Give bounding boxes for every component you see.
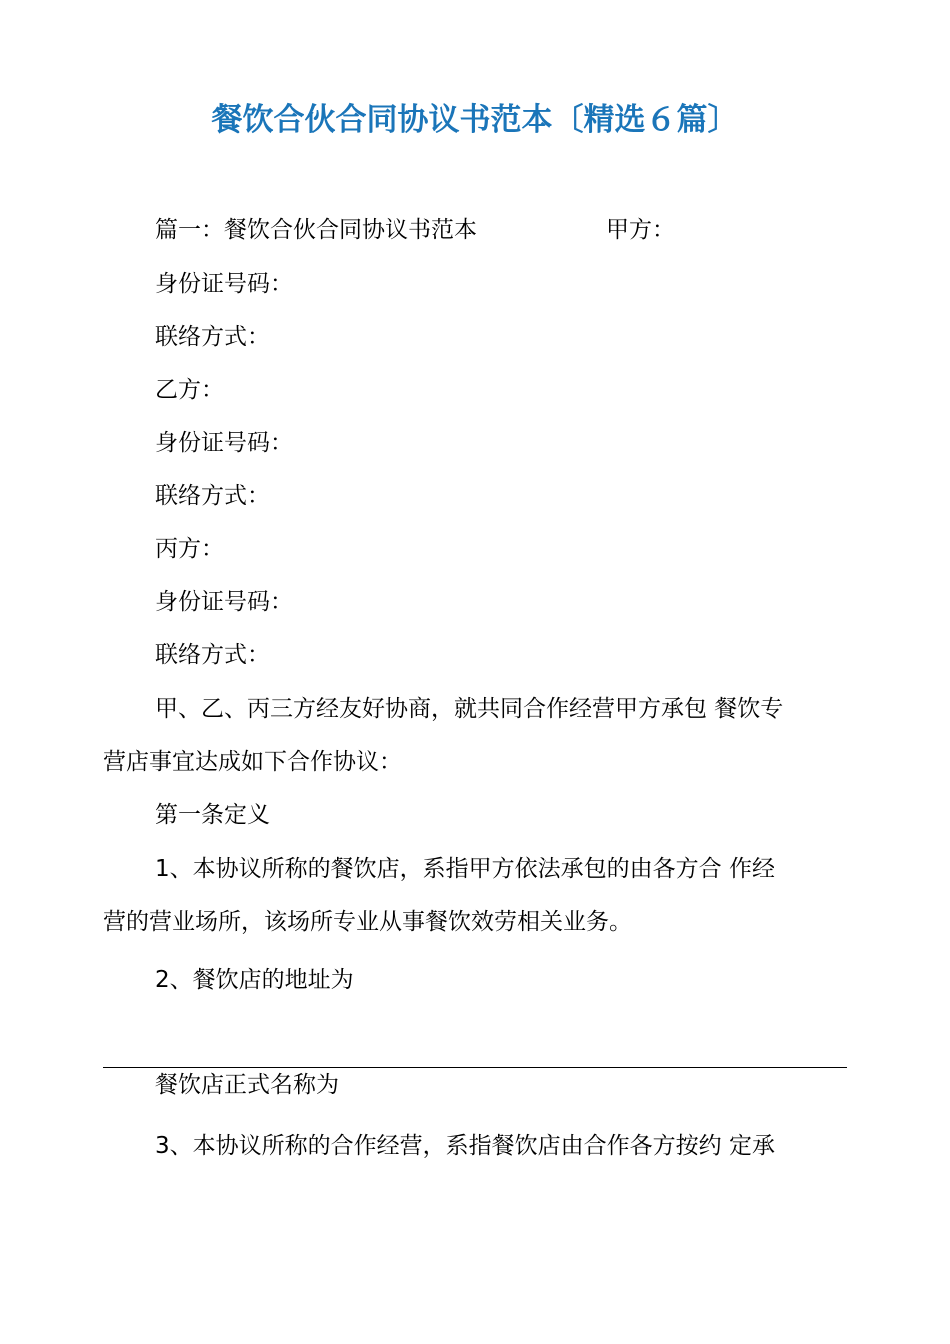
fill-in-underline [103, 1067, 847, 1068]
clause-1-line: 1、本协议所称的餐饮店，系指甲方依法承包的由各方合 作经 [155, 856, 775, 882]
section-heading: 篇一：餐饮合伙合同协议书范本 [155, 217, 477, 243]
intro-paragraph-line: 营店事宜达成如下合作协议： [103, 749, 402, 775]
party-a-label: 甲方： [606, 217, 675, 243]
article-heading: 第一条定义 [155, 802, 270, 828]
intro-paragraph-line: 甲、乙、丙三方经友好协商，就共同合作经营甲方承包 餐饮专 [155, 696, 784, 722]
party-c-contact-label: 联络方式： [155, 642, 270, 668]
party-c-label: 丙方： [155, 536, 224, 562]
clause-1-line: 营的营业场所，该场所专业从事餐饮效劳相关业务。 [103, 909, 632, 935]
clause-3-line: 3、本协议所称的合作经营，系指餐饮店由合作各方按约 定承 [155, 1133, 775, 1159]
party-a-id-label: 身份证号码： [155, 271, 293, 297]
document-title: 餐饮合伙合同协议书范本〔精选６篇〕 [211, 102, 739, 138]
clause-2: 2、餐饮店的地址为 [155, 967, 354, 993]
clause-2-name: 餐饮店正式名称为 [155, 1072, 339, 1098]
party-c-id-label: 身份证号码： [155, 589, 293, 615]
party-a-contact-label: 联络方式： [155, 324, 270, 350]
party-b-contact-label: 联络方式： [155, 483, 270, 509]
party-b-id-label: 身份证号码： [155, 430, 293, 456]
party-b-label: 乙方： [155, 377, 224, 403]
